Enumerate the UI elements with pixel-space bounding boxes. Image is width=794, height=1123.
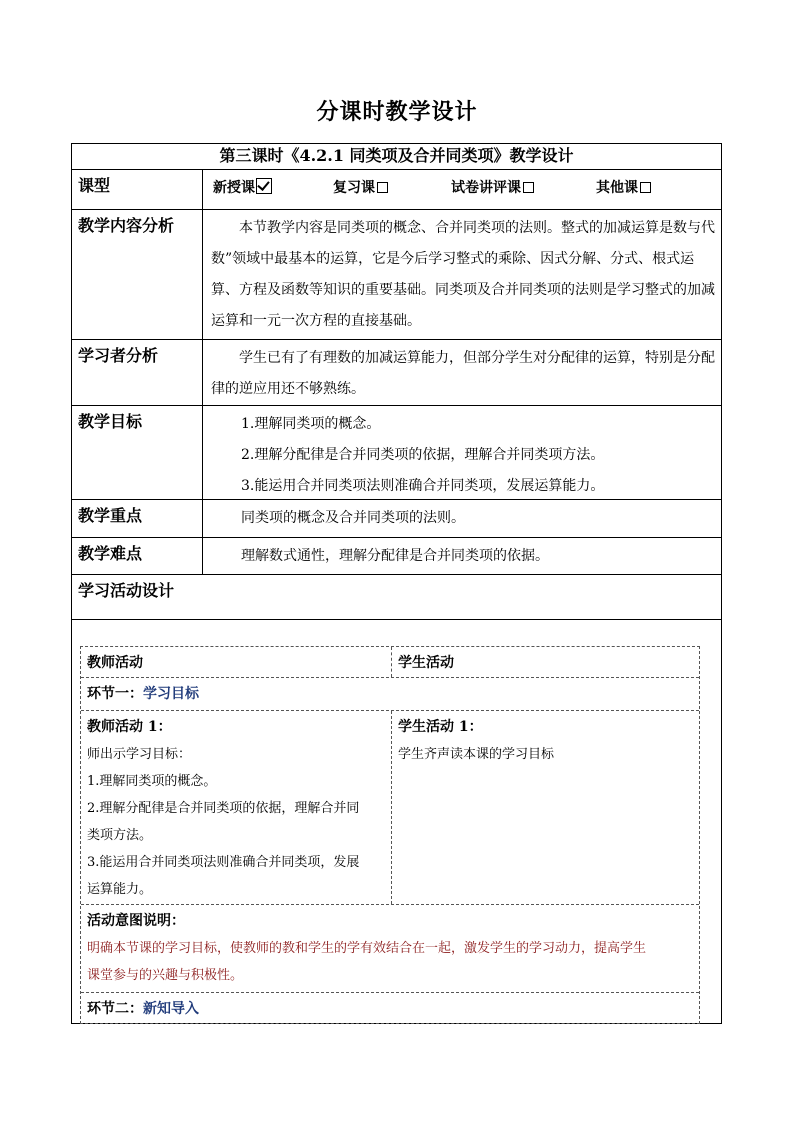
lesson-type-row [72, 170, 721, 210]
checkbox-icon[interactable] [640, 182, 651, 193]
learner-analysis-row [72, 340, 721, 406]
teacher-activity-line: 3.能运用合并同类项法则准确合并同类项，发展 [87, 855, 360, 870]
key-point-row [72, 500, 721, 538]
lesson-heading-row [72, 144, 721, 170]
student-activity-text: 学生齐声读本课的学习目标 [398, 747, 555, 762]
teaching-goals-row [72, 406, 721, 500]
activity-design-row [72, 575, 721, 620]
teacher-activity-line: 师出示学习目标： [87, 747, 192, 762]
student-activity-header: 学生活动 [398, 655, 454, 671]
checkbox-icon[interactable] [523, 182, 534, 193]
goal-item: 2.理解分配律是合并同类项的依据，理解合并同类项方法。 [241, 447, 605, 463]
goal-item: 1.理解同类项的概念。 [241, 416, 381, 432]
goal-item: 3.能运用合并同类项法则准确合并同类项，发展运算能力。 [241, 478, 605, 494]
teacher-activity-line: 运算能力。 [87, 882, 153, 897]
intent-line: 明确本节课的学习目标，使教师的教和学生的学有效结合在一起，激发学生的学习动力，提高学生 [87, 941, 647, 956]
document-title: 分课时教学设计 [316, 99, 478, 125]
content-analysis-text: 本节教学内容是同类项的概念、合并同类项的法则。整式的加减运算是数与代数”领域中最基本的运算，它是今后学习整式的乘除、因式分解、分式、根式运算、方程及函数等知识的重要基础。同类项及合并同类项的法则是学习整式的加减运算和一元一次方程的直接基础。 [211, 220, 715, 329]
option-review-lesson[interactable]: 复习课 [333, 175, 451, 201]
key-point-text: 同类项的概念及合并同类项的法则。 [241, 510, 465, 526]
teacher-activity-header: 教师活动 [87, 655, 143, 671]
teacher-activity-line: 1.理解同类项的概念。 [87, 774, 217, 789]
lesson-heading: 第三课时《4.2.1 同类项及合并同类项》教学设计 [219, 146, 574, 165]
student-activity-one-title: 学生活动 1： [398, 719, 483, 735]
checkbox-icon[interactable] [377, 182, 388, 193]
activity-header-row [81, 647, 699, 678]
checked-box-icon[interactable] [256, 178, 272, 194]
difficulty-label: 教学难点 [72, 538, 203, 574]
learner-analysis-text: 学生已有了有理数的加减运算能力，但部分学生对分配律的运算，特别是分配律的逆应用还不够熟练。 [211, 350, 715, 397]
teacher-activity-line: 2.理解分配律是合并同类项的依据，理解合并同 [87, 801, 360, 816]
key-point-label: 教学重点 [72, 500, 203, 537]
section-two-title: 环节二：新知导入 [87, 1001, 199, 1017]
section-one-name: 学习目标 [143, 686, 199, 702]
section-two-row [81, 993, 699, 1025]
difficulty-row [72, 538, 721, 575]
teaching-goals-label: 教学目标 [72, 406, 203, 499]
content-analysis-row [72, 210, 721, 340]
option-new-lesson[interactable]: 新授课 [213, 175, 333, 201]
activity-one-row [81, 711, 699, 905]
section-one-title: 环节一：学习目标 [87, 686, 199, 702]
option-other-lesson[interactable]: 其他课 [596, 175, 651, 201]
content-analysis-label: 教学内容分析 [72, 210, 203, 339]
teacher-activity-line: 类项方法。 [87, 828, 153, 843]
option-exam-review-lesson[interactable]: 试卷讲评课 [451, 175, 596, 201]
section-one-row [81, 678, 699, 711]
activity-design-label: 学习活动设计 [78, 581, 175, 600]
lesson-type-options [211, 175, 715, 201]
intent-title: 活动意图说明： [87, 913, 185, 929]
intent-row [81, 905, 699, 993]
lesson-table [71, 143, 722, 1024]
teacher-activity-one-title: 教师活动 1： [87, 719, 172, 735]
lesson-type-label: 课型 [72, 170, 203, 209]
learner-analysis-label: 学习者分析 [72, 340, 203, 405]
activity-table [80, 646, 700, 1024]
section-two-name: 新知导入 [143, 1001, 199, 1017]
intent-line: 课堂参与的兴趣与积极性。 [87, 968, 244, 983]
difficulty-text: 理解数式通性，理解分配律是合并同类项的依据。 [241, 548, 549, 564]
